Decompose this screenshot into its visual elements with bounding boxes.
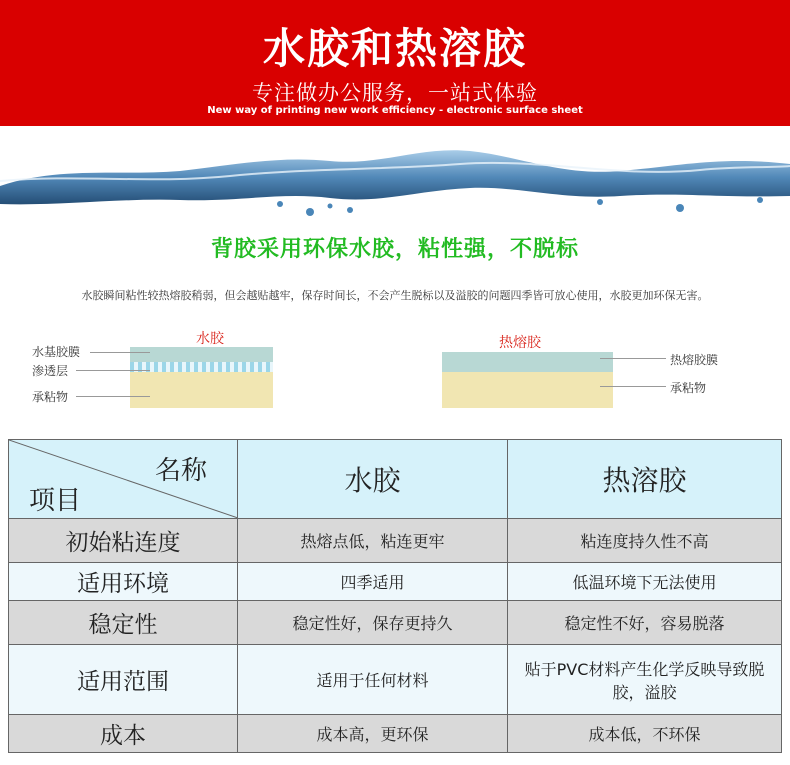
row-hot-value: 贴于PVC材料产生化学反映导致脱胶，溢胶 xyxy=(508,645,782,715)
leader-line xyxy=(90,352,150,353)
hot-substrate-label: 承粘物 xyxy=(670,381,707,395)
water-film-layer xyxy=(130,347,273,362)
comparison-table xyxy=(8,439,782,753)
table-header-row xyxy=(9,440,782,519)
row-item-label: 稳定性 xyxy=(9,601,238,645)
corner-cell xyxy=(9,440,238,519)
table-row xyxy=(9,645,782,715)
row-water-value: 热熔点低，粘连更牢 xyxy=(238,519,508,563)
hot-melt-diagram-title: 热熔胶 xyxy=(499,335,541,351)
banner-english-tagline: New way of printing new work efficiency - electronic surface sheet xyxy=(207,105,583,116)
row-item-label: 适用环境 xyxy=(9,563,238,601)
corner-bottom-label: 项目 xyxy=(29,486,82,516)
row-water-value: 适用于任何材料 xyxy=(238,645,508,715)
table-row xyxy=(9,715,782,753)
row-water-value: 稳定性好，保存更持久 xyxy=(238,601,508,645)
hot-substrate-layer xyxy=(442,372,613,408)
row-hot-value: 粘连度持久性不高 xyxy=(508,519,782,563)
row-water-value: 成本高，更环保 xyxy=(238,715,508,753)
table-row xyxy=(9,519,782,563)
water-glue-diagram-title: 水胶 xyxy=(196,331,224,347)
water-substrate-label: 承粘物 xyxy=(32,390,69,404)
row-item-label: 适用范围 xyxy=(9,645,238,715)
page-title: 水胶和热溶胶 xyxy=(262,24,527,73)
leader-line xyxy=(76,370,150,371)
row-water-value: 四季适用 xyxy=(238,563,508,601)
row-item-label: 初始粘连度 xyxy=(9,519,238,563)
table-row xyxy=(9,563,782,601)
leader-line xyxy=(600,358,666,359)
row-hot-value: 低温环境下无法使用 xyxy=(508,563,782,601)
penetration-label: 渗透层 xyxy=(32,364,69,378)
column-header-water: 水胶 xyxy=(238,440,508,519)
leader-line xyxy=(600,386,666,387)
hot-melt-film-label: 热熔胶膜 xyxy=(670,353,719,367)
header-banner xyxy=(0,0,790,126)
table-row xyxy=(9,601,782,645)
description-text: 水胶瞬间粘性较热熔胶稍弱，但会越贴越牢，保存时间长，不会产生脱标以及溢胶的问题四季皆可放心使用，水胶更加环保无害。 xyxy=(81,289,709,302)
row-hot-value: 成本低，不环保 xyxy=(508,715,782,753)
water-substrate-layer xyxy=(130,372,273,408)
row-hot-value: 稳定性不好，容易脱落 xyxy=(508,601,782,645)
column-header-hot: 热溶胶 xyxy=(508,440,782,519)
hot-melt-film-layer xyxy=(442,352,613,372)
headline: 背胶采用环保水胶，粘性强，不脱标 xyxy=(210,237,579,262)
banner-subtitle: 专注做办公服务，一站式体验 xyxy=(252,81,538,105)
leader-line xyxy=(76,396,150,397)
water-wave-image xyxy=(0,126,790,226)
water-film-label: 水基胶膜 xyxy=(32,345,81,359)
corner-top-label: 名称 xyxy=(154,456,207,486)
penetration-layer xyxy=(130,362,273,372)
row-item-label: 成本 xyxy=(9,715,238,753)
